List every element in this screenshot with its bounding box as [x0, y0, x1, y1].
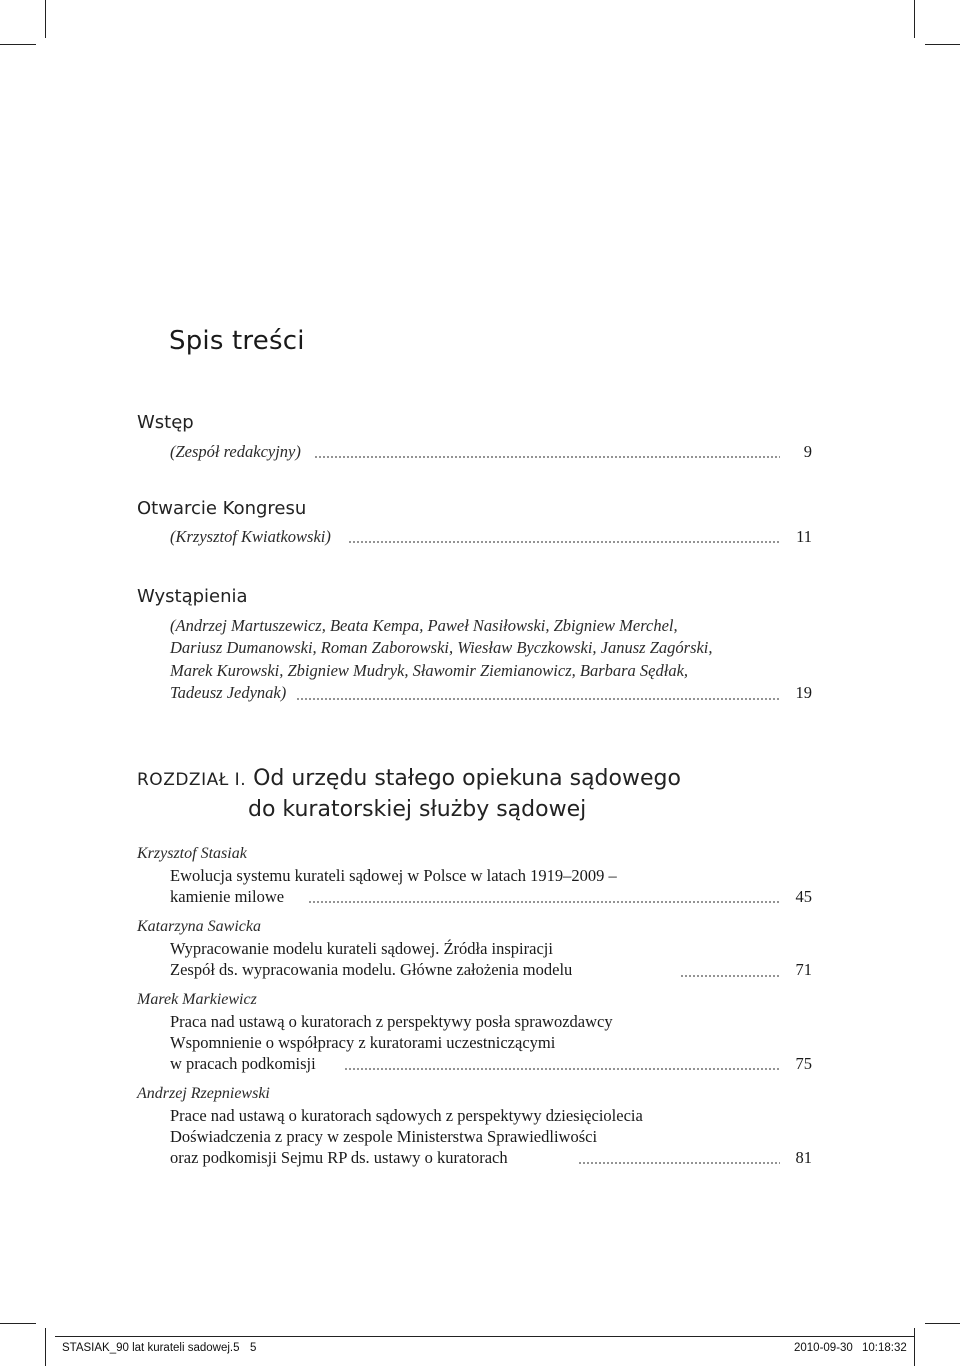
article-page: 81 [795, 1148, 812, 1167]
toc-author-speeches-line: Marek Kurowski, Zbigniew Mudryk, Sławomir Ziemianowicz, Barbara Sędłak, [170, 661, 689, 680]
article-title-line: w pracach podkomisji [170, 1054, 316, 1073]
chapter-label: ROZDZIAŁ I. [137, 770, 247, 790]
dot-leader [344, 1068, 780, 1070]
toc-page-opening: 11 [796, 527, 812, 546]
crop-mark-top-right-horizontal [925, 44, 960, 45]
article-title-line: Wspomnienie o współpracy z kuratorami uczestniczącymi [170, 1033, 556, 1052]
crop-mark-top-right-vertical [914, 0, 915, 38]
chapter-heading [137, 766, 681, 791]
toc-heading-opening: Otwarcie Kongresu [137, 498, 307, 519]
toc-author-speeches-line: Dariusz Dumanowski, Roman Zaborowski, Wiesław Byczkowski, Janusz Zagórski, [170, 638, 713, 657]
dot-leader [348, 541, 780, 543]
chapter-title-line: Od urzędu stałego opiekuna sądowego [253, 766, 681, 791]
article-title-line: kamienie milowe [170, 887, 285, 906]
toc-page-speeches: 19 [795, 683, 812, 702]
article-page: 71 [795, 960, 812, 979]
article-author: Katarzyna Sawicka [137, 918, 261, 935]
dot-leader [296, 698, 780, 700]
slug-filename: STASIAK_90 lat kurateli sadowej.5 [62, 1342, 240, 1354]
article-author: Krzysztof Stasiak [137, 845, 247, 862]
slug-page: 5 [250, 1342, 257, 1354]
toc-author-speeches-line: (Andrzej Martuszewicz, Beata Kempa, Paweł Nasiłowski, Zbigniew Merchel, [170, 616, 678, 635]
chapter-title-line: do kuratorskiej służby sądowej [248, 797, 587, 822]
article-title-line: Praca nad ustawą o kuratorach z perspektywy posła sprawozdawcy [170, 1012, 613, 1031]
toc-author-opening: (Krzysztof Kwiatkowski) [170, 527, 331, 546]
article-page: 75 [795, 1054, 812, 1073]
dot-leader [314, 456, 780, 458]
article-title-line: Zespół ds. wypracowania modelu. Główne założenia modelu [170, 960, 573, 979]
toc-author-introduction: (Zespół redakcyjny) [170, 442, 301, 461]
article-title-line: Doświadczenia z pracy w zespole Ministerstwa Sprawiedliwości [170, 1127, 598, 1146]
toc-author-speeches-line: Tadeusz Jedynak) [170, 683, 287, 702]
article-title-line: Prace nad ustawą o kuratorach sądowych z perspektywy dziesięciolecia [170, 1106, 643, 1125]
toc-heading-introduction: Wstęp [137, 412, 194, 433]
crop-mark-bottom-right-horizontal [925, 1323, 960, 1324]
article-author: Andrzej Rzepniewski [137, 1085, 270, 1102]
article-title-line: Ewolucja systemu kurateli sądowej w Polsce w latach 1919–2009 – [170, 866, 617, 885]
dot-leader [680, 975, 780, 977]
dot-leader [308, 901, 780, 903]
toc-page-introduction: 9 [803, 442, 812, 461]
article-title-line: oraz podkomisji Sejmu RP ds. ustawy o kuratorach [170, 1148, 508, 1167]
article-title-line: Wypracowanie modelu kurateli sądowej. Źródła inspiracji [170, 939, 553, 958]
crop-mark-top-left-horizontal [0, 44, 36, 45]
slug-time: 10:18:32 [862, 1342, 907, 1354]
crop-mark-bottom-left-horizontal [0, 1323, 36, 1324]
toc-heading-speeches: Wystąpienia [137, 586, 248, 607]
slug-date: 2010-09-30 [794, 1342, 853, 1354]
article-page: 45 [795, 887, 812, 906]
article-author: Marek Markiewicz [137, 991, 257, 1008]
page-title: Spis treści [169, 326, 305, 356]
dot-leader [578, 1162, 780, 1164]
crop-mark-top-left-vertical [45, 0, 46, 38]
crop-mark-bottom-left-vertical [45, 1328, 46, 1366]
